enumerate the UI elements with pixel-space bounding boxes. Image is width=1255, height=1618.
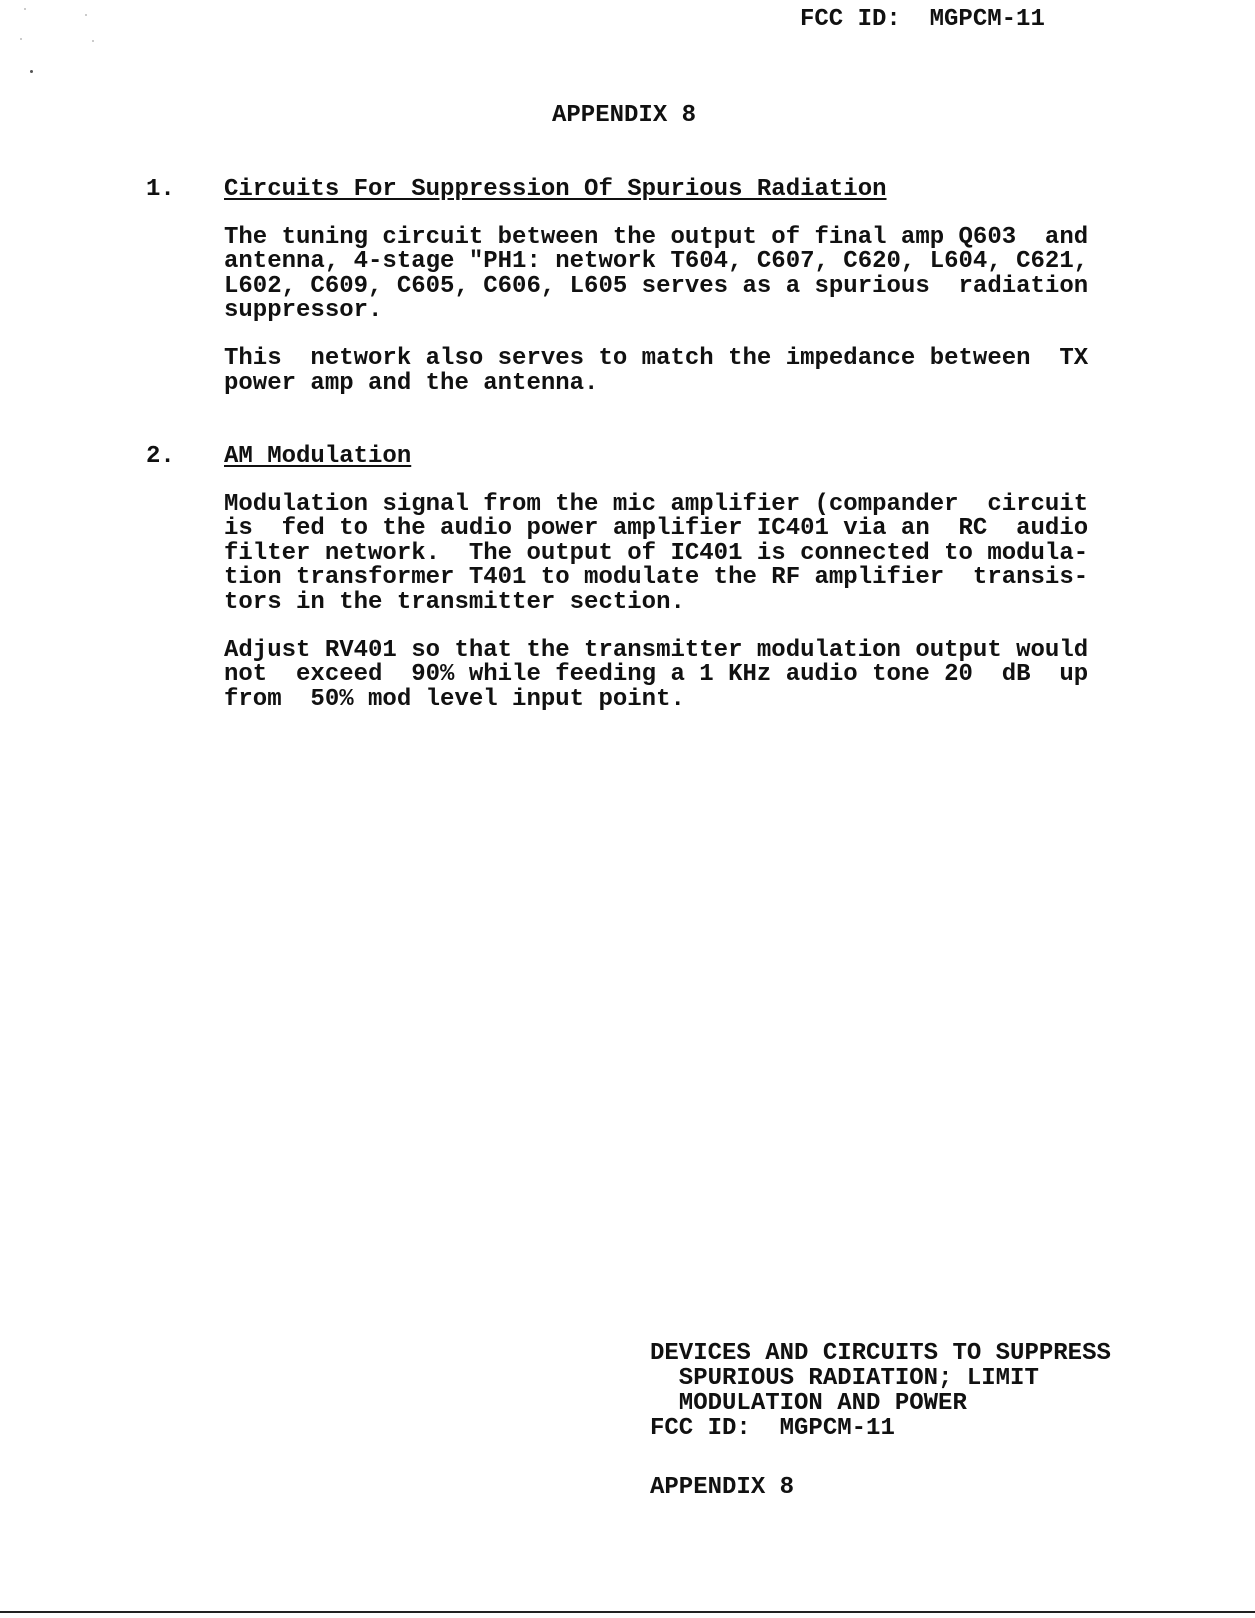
text-line: not exceed 90% while feeding a 1 KHz audio tone 20 dB up xyxy=(224,661,1089,688)
text-line: Modulation signal from the mic amplifier (compander circuit xyxy=(224,491,1089,518)
section-heading: Circuits For Suppression Of Spurious Radiation xyxy=(224,176,887,203)
text-line: L602, C609, C605, C606, L605 serves as a spurious radiation xyxy=(224,273,1089,300)
scan-speck xyxy=(30,70,33,73)
header-appendix: APPENDIX 8 xyxy=(552,102,697,129)
scan-speck xyxy=(24,8,26,10)
text-line: suppressor. xyxy=(224,297,383,324)
section-heading: AM Modulation xyxy=(224,443,412,470)
text-line: This network also serves to match the impedance between TX xyxy=(224,345,1089,372)
text-line: is fed to the audio power amplifier IC401 via an RC audio xyxy=(224,515,1089,542)
text-line: antenna, 4-stage "PH1: network T604, C607, C620, L604, C621, xyxy=(224,248,1089,275)
scan-speck xyxy=(85,14,87,16)
scan-speck xyxy=(92,40,94,42)
text-line: power amp and the antenna. xyxy=(224,370,599,397)
footer-line: SPURIOUS RADIATION; LIMIT xyxy=(650,1365,1039,1392)
text-line: tion transformer T401 to modulate the RF amplifier transis- xyxy=(224,564,1089,591)
text-line: The tuning circuit between the output of final amp Q603 and xyxy=(224,224,1089,251)
footer-line: MODULATION AND POWER xyxy=(650,1390,967,1417)
section-number: 1. xyxy=(146,176,175,203)
text-line: filter network. The output of IC401 is connected to modula- xyxy=(224,540,1089,567)
scan-speck xyxy=(20,38,22,40)
footer-appendix: APPENDIX 8 xyxy=(650,1474,795,1501)
bottom-rule xyxy=(0,1611,1255,1613)
header-fcc-id: FCC ID: MGPCM-11 xyxy=(800,6,1045,33)
footer-fcc-id: FCC ID: MGPCM-11 xyxy=(650,1415,895,1442)
section-number: 2. xyxy=(146,443,175,470)
text-line: tors in the transmitter section. xyxy=(224,589,685,616)
text-line: Adjust RV401 so that the transmitter modulation output would xyxy=(224,637,1089,664)
text-line: from 50% mod level input point. xyxy=(224,686,685,713)
footer-line: DEVICES AND CIRCUITS TO SUPPRESS xyxy=(650,1340,1111,1367)
